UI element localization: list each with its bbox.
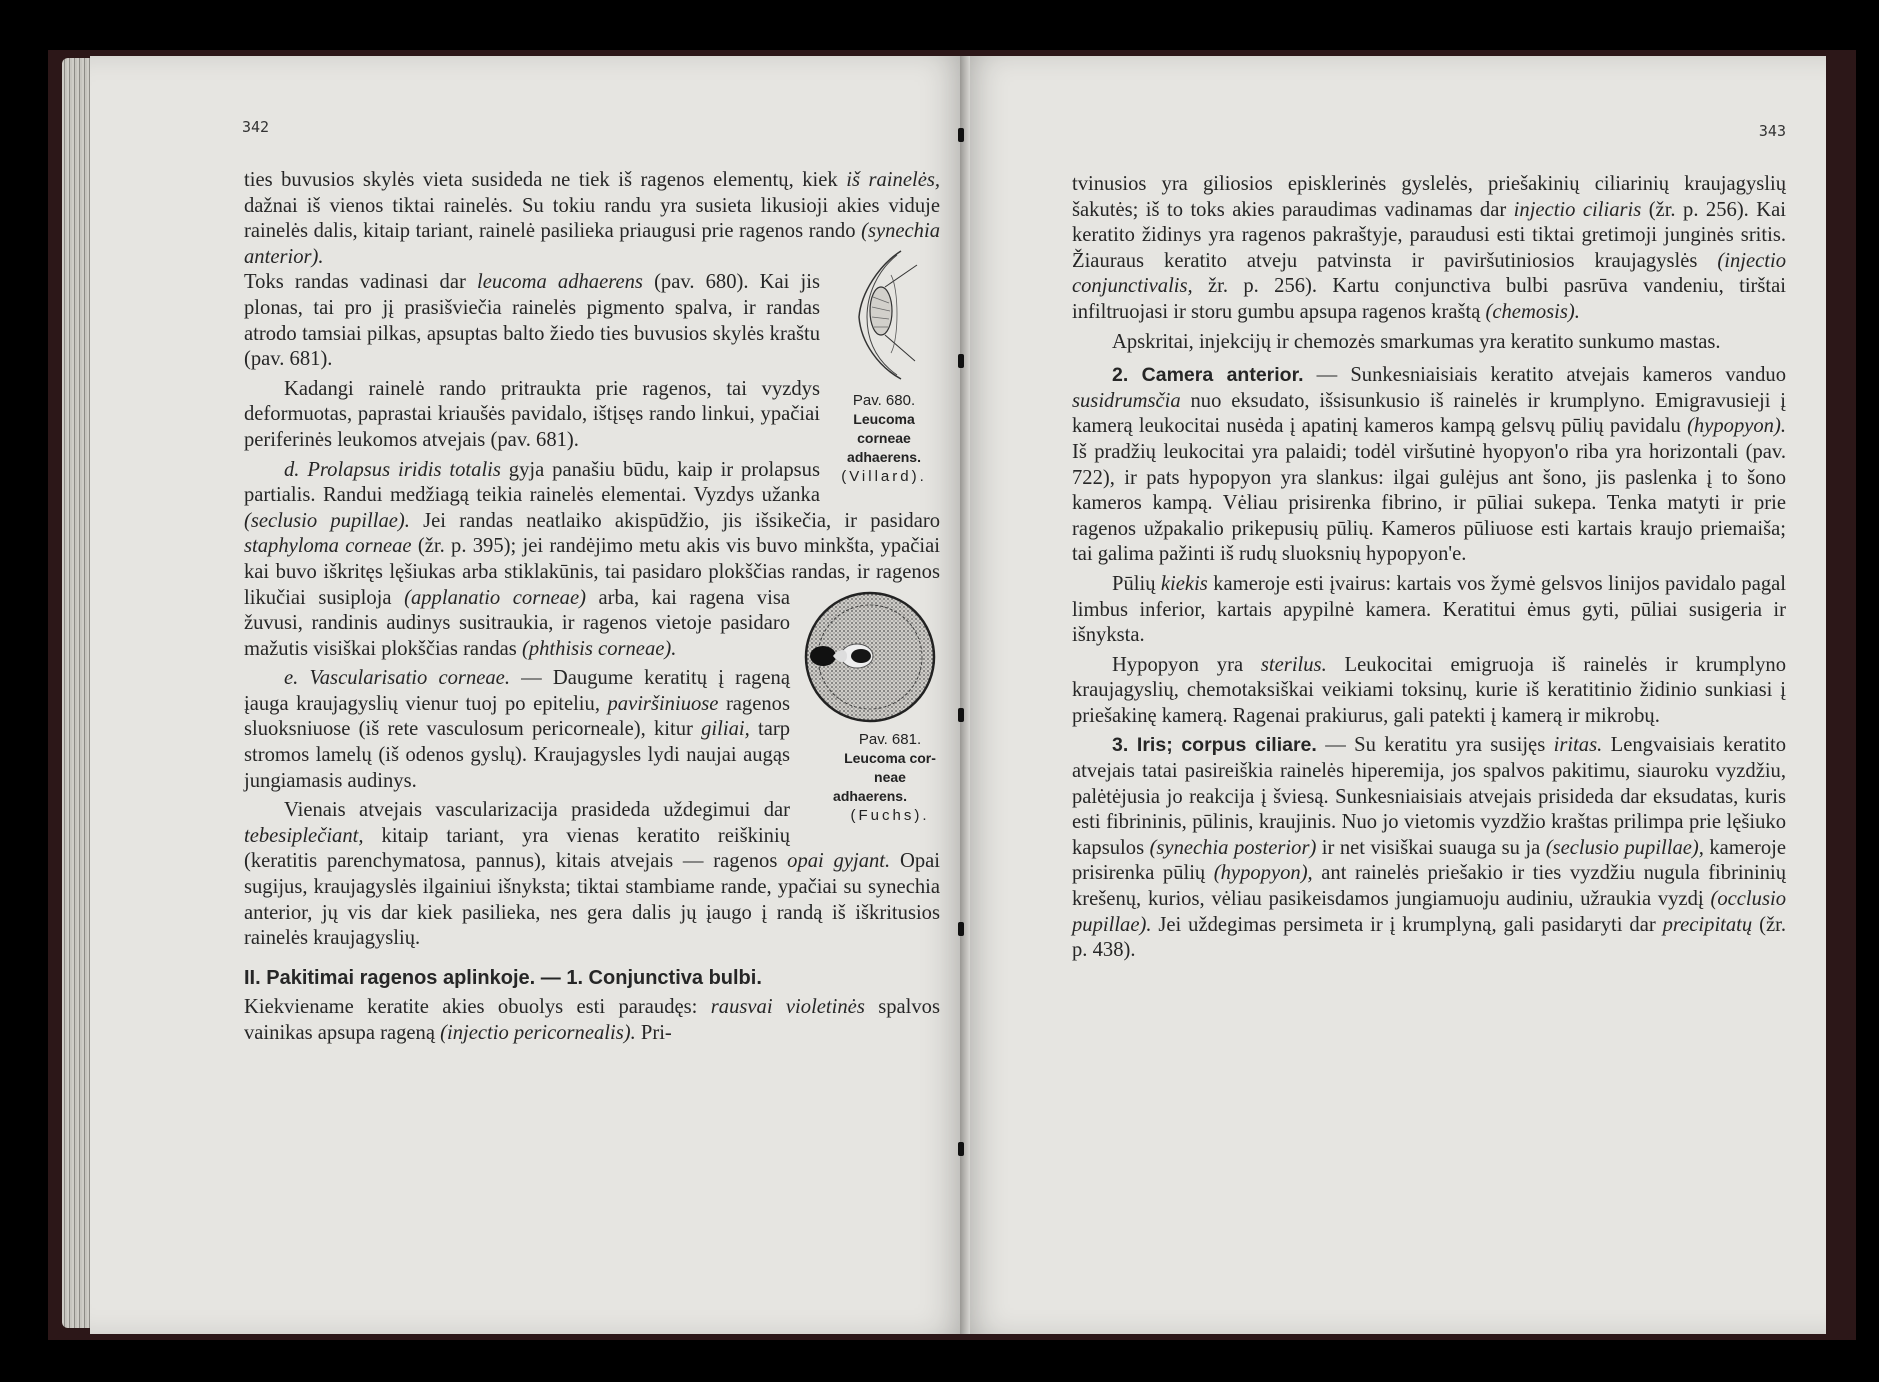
binding-stitch xyxy=(958,354,964,368)
paragraph: ties buvusios skylės vieta susideda ne tiek iš ragenos elementų, kiek iš rainelės, dažnai iš vienos tiktai rainelės. Su tokiu randu yra susieta likusioji akies viduje rainelės dalis, kitaip tariant, rainelė pasilieka priaugusi prie ragenos rando (synechia anterior). xyxy=(244,169,940,268)
figure-680 xyxy=(828,245,940,486)
figure-681-label: Pav. 681. xyxy=(858,730,922,748)
right-page-text xyxy=(1072,172,1786,964)
paragraph: Apskritai, injekcijų ir chemozės smarkumas yra keratito sunkumo mastas. xyxy=(1112,330,1721,353)
figure-680-author: (Villard). xyxy=(841,468,927,486)
page-number-right: 343 xyxy=(1758,122,1786,140)
paragraph: Hypopyon yra sterilus. Leukocitai emigruoja iš rainelės ir krumplyno kraujagyslių, chemotaksiškai veikiami toksinų, kurie iš keratitinio židinio sunkiasi į priešakinę kamerą. Ragenai prakiurus, gali patekti į kamerą ir mikrobų. xyxy=(1072,653,1786,727)
paragraph: Kiekviename keratite akies obuolys esti paraudęs: rausvai violetinės spalvos vainikas apsupa rageną (injectio pericornealis). Pri- xyxy=(244,996,940,1044)
binding-stitch xyxy=(958,922,964,936)
binding-stitch xyxy=(958,1142,964,1156)
left-page xyxy=(90,56,968,1334)
paragraph: 3. Iris; corpus ciliare. — Su keratitu yra susijęs iritas. Lengvaisiais keratito atvejais tatai pasireiškia rainelės hiperemija, jos spalvos pakitimu, siauroku vyzdžiu, palėtėjusia jo reakcija į šviesą. Sunkesniaisiais atvejais prisideda dar eksudatas, kuris esti fibrininis, pūlinis, kraujinis. Nuo jo vietomis vyzdžio kraštas prilimpa prie lęšiuko kapsulos (synechia posterior) ir net visiškai suauga su ja (seclusio pupillae), kameroje prisirenka pūlių (hypopyon), ant rainelės priešakio ir ties vyzdžiu nugula fibrininių krešenų, kurios, vėliau pasikeisdamos jungiamuoju audiniu, užraukia vyzdį (occlusio pupillae). Jei uždegimas persimeta ir į krumplyną, gali pasidaryti dar precipitatų (žr. p. 438). xyxy=(1072,734,1787,962)
eye-section-illustration xyxy=(839,245,929,385)
left-page-text xyxy=(244,168,940,1047)
figure-680-caption: Leucoma xyxy=(853,411,915,428)
paragraph: e. Vascularisatio corneae. — Daugume keratitų į rageną įauga kraujagyslių vienur tuoj po epiteliu, paviršiniuose ragenos sluoksniuose (iš rete vasculosum pericorneale), kitur giliai, tarp stromos lamelų (iš odenos gyslų). Kraujagysles lydi naujai augąs jungiamasis audinys. xyxy=(244,667,790,792)
figure-681-caption: Leucoma cor- xyxy=(844,749,936,766)
binding-stitch xyxy=(958,128,964,142)
figure-681-caption: neae adhaerens. xyxy=(833,768,907,804)
paragraph: Vienais atvejais vascularizacija prasideda uždegimui dar tebesiplečiant, kitaip tariant, yra vienas keratito reiškinių (keratitis parenchymatosa, pannus), kitais atvejais — ragenos opai gyjant. Opai sugijus, kraujagyslės ilgainiui išnyksta; tiktai stambiame rande, ypačiai su synechia anterior, jų vis dar kiek pasilieka, nes gera dalis jų įaugo į randą iš iškritusios rainelės kraujagyslių. xyxy=(244,799,941,950)
figure-680-caption: corneae xyxy=(857,430,911,447)
figure-680-label: Pav. 680. xyxy=(852,392,916,410)
section-heading: 2. Camera anterior. xyxy=(1112,364,1304,387)
paragraph: Kadangi rainelė rando pritraukta prie ragenos, tai vyzdys deformuotas, paprastai kriaušės pavidalo, ištįsęs rando linkui, ypačiai periferinės leukomos atvejais (pav. 681). xyxy=(244,377,820,451)
section-heading: II. Pakitimai ragenos aplinkoje. — 1. Conjunctiva bulbi. xyxy=(244,966,762,989)
binding-stitch xyxy=(958,708,964,722)
paragraph: 2. Camera anterior. — Sunkesniaisiais keratito atvejais kameros vanduo susidrumsčia nuo eksudato, išsisunkusio iš rainelės ir krumplyno. Emigravusieji į kamerą leukocitai nusėda į apatinį kameros kampą gelsvų pūlių pavidalu (hypopyon). Iš pradžių leukocitai yra palaidi; todėl viršutinė hyopyon'o riba yra horizontali (pav. 722), ir pats hypopyon yra slankus: ilgai gulėjus ant šono, jis paslenka į to šono kameros kampą. Vėliau prisirenka fibrino, ir pūliai sukepa. Tenka matyti ir prie ragenos užpakalio prikepusių pūlių. Kameros pūliuose esti kartais kraujo priemaiša; tai galima pažinti iš rudų sluoksnių hypopyon'e. xyxy=(1072,364,1786,566)
page-number-left: 342 xyxy=(242,118,270,136)
figure-681 xyxy=(800,590,940,825)
cornea-scar-illustration xyxy=(803,590,937,724)
section-heading: 3. Iris; corpus ciliare. xyxy=(1112,734,1317,757)
paragraph: d. Prolapsus iridis totalis gyja panašiu būdu, kaip ir prolapsus partialis. Randui medžiagą teikia rainelės elementai. Vyzdys užanka (seclusio pupillae). Jei randas neatlaiko akispūdžio, jis išsikečia, ir pasidaro staphyloma corneae (žr. p. 395); jei randėjimo metu akis vis buvo minkšta, ypačiai kai buvo iškritęs lęšiukas arba stiklakūnis, tai pasidaro plokščias randas, ir ragenos likučiai susiploja (applanatio corneae) Pav. 681. Leucoma cor- neae adhaerens. (Fuchs). arba, kai ragena visa žuvusi, randinis audinys susitraukia, ir ragenos vietoje pasidaro mažutis visiškai plokščias randas (phthisis corneae). xyxy=(244,458,940,824)
figure-680-caption: adhaerens. xyxy=(847,449,921,466)
figure-681-author: (Fuchs). xyxy=(850,806,930,824)
paragraph: tvinusios yra giliosios episklerinės gyslelės, priešakinių ciliarinių kraujagyslių šakutės; iš to toks akies paraudimas vadinamas dar injectio ciliaris (žr. p. 256). Kai keratito židinys yra ragenos pakraštyje, paraudusi esti tiktai gretimoji junginės sritis. Žiauraus keratito atveju patvinsta ir paviršutiniosios kraujagyslės (injectio conjunctivalis, žr. p. 256). Kartu conjunctiva bulbi pasrūva vandeniu, tirštai infiltruojasi ir storu gumbu apsupa ragenos kraštą (chemosis). xyxy=(1072,173,1787,323)
right-page xyxy=(960,56,1826,1334)
paragraph: Toks randas vadinasi dar leucoma adhaerens (pav. 680). Kai jis plonas, tai pro jį prasišviečia rainelės pigmento spalva, ir randas atrodo tamsiai pilkas, apsuptas balto žiedo ties buvusios skylės kraštu (pav. 681). xyxy=(244,271,820,371)
paragraph: Pūlių kiekis kameroje esti įvairus: kartais vos žymė gelsvos linijos pavidalo pagal limbus inferior, kartais apypilnė kamera. Keratitui ėmus gyti, pūliai susigeria ir išnyksta. xyxy=(1072,572,1786,647)
